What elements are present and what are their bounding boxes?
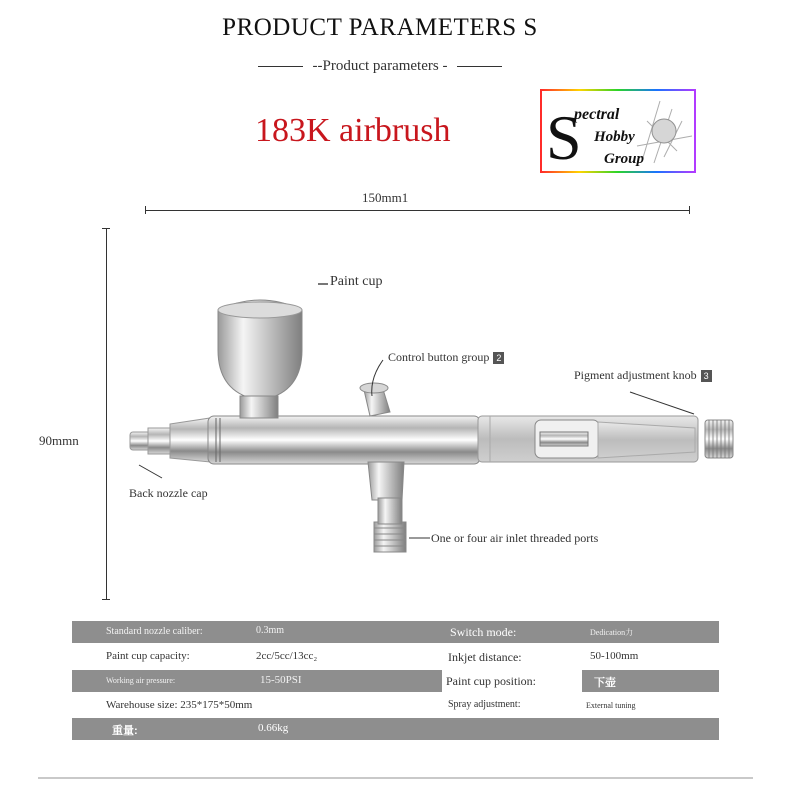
spec-row-2	[72, 646, 719, 668]
spec-row-3	[72, 670, 719, 692]
callout-back-nozzle: Back nozzle cap	[129, 486, 208, 500]
spec-row-4	[72, 695, 719, 717]
spec-label: Switch mode:	[450, 625, 517, 639]
length-label: 150mm1	[362, 190, 409, 205]
spec-label: Inkjet distance:	[448, 650, 522, 664]
spec-value: 50-100mm	[590, 650, 639, 662]
spec-label: Standard nozzle caliber:	[106, 626, 203, 637]
callout-control-button: Control button group 2	[388, 350, 504, 365]
spec-value: 0.66kg	[258, 722, 289, 734]
title-suffix: S	[523, 14, 538, 41]
svg-text:S: S	[546, 102, 582, 171]
spec-label: Working air pressure:	[106, 676, 176, 685]
paint-cup-badge-icon	[318, 283, 328, 285]
title-text: PRODUCT PARAMETERS	[222, 14, 517, 41]
callout-pigment-knob: Pigment adjustment knob 3	[574, 368, 712, 383]
callout-air-inlet: One or four air inlet threaded ports	[431, 531, 599, 545]
spec-value: Dedication力	[590, 628, 634, 637]
spec-value: 15-50PSI	[260, 674, 302, 686]
spec-value: 下壶	[594, 677, 616, 689]
pigment-knob-badge: 3	[701, 370, 712, 382]
callout-paint-cup: Paint cup	[318, 274, 383, 290]
control-button-badge: 2	[493, 352, 504, 364]
logo-line1: pectral	[574, 106, 620, 123]
spec-label: Warehouse size: 235*175*50mm	[106, 699, 253, 711]
height-label: 90mmn	[39, 433, 79, 448]
footer-divider	[38, 777, 753, 779]
spec-row-5	[72, 718, 719, 740]
subtitle-text: --Product parameters -	[312, 58, 448, 74]
spec-value: External tuning	[586, 701, 636, 710]
spec-label: Spray adjustment:	[448, 699, 521, 710]
spec-label: 重量:	[112, 725, 138, 737]
spec-value: 2cc/5cc/13cc₂	[256, 650, 318, 662]
spec-label: Paint cup position:	[446, 674, 536, 688]
product-name: 183K airbrush	[255, 112, 451, 149]
spec-label: Paint cup capacity:	[106, 650, 190, 662]
logo-line2: Hobby	[594, 129, 635, 145]
logo-line3: Group	[604, 151, 645, 167]
spec-value: 0.3mm	[256, 625, 285, 636]
spec-row-1	[72, 621, 719, 643]
